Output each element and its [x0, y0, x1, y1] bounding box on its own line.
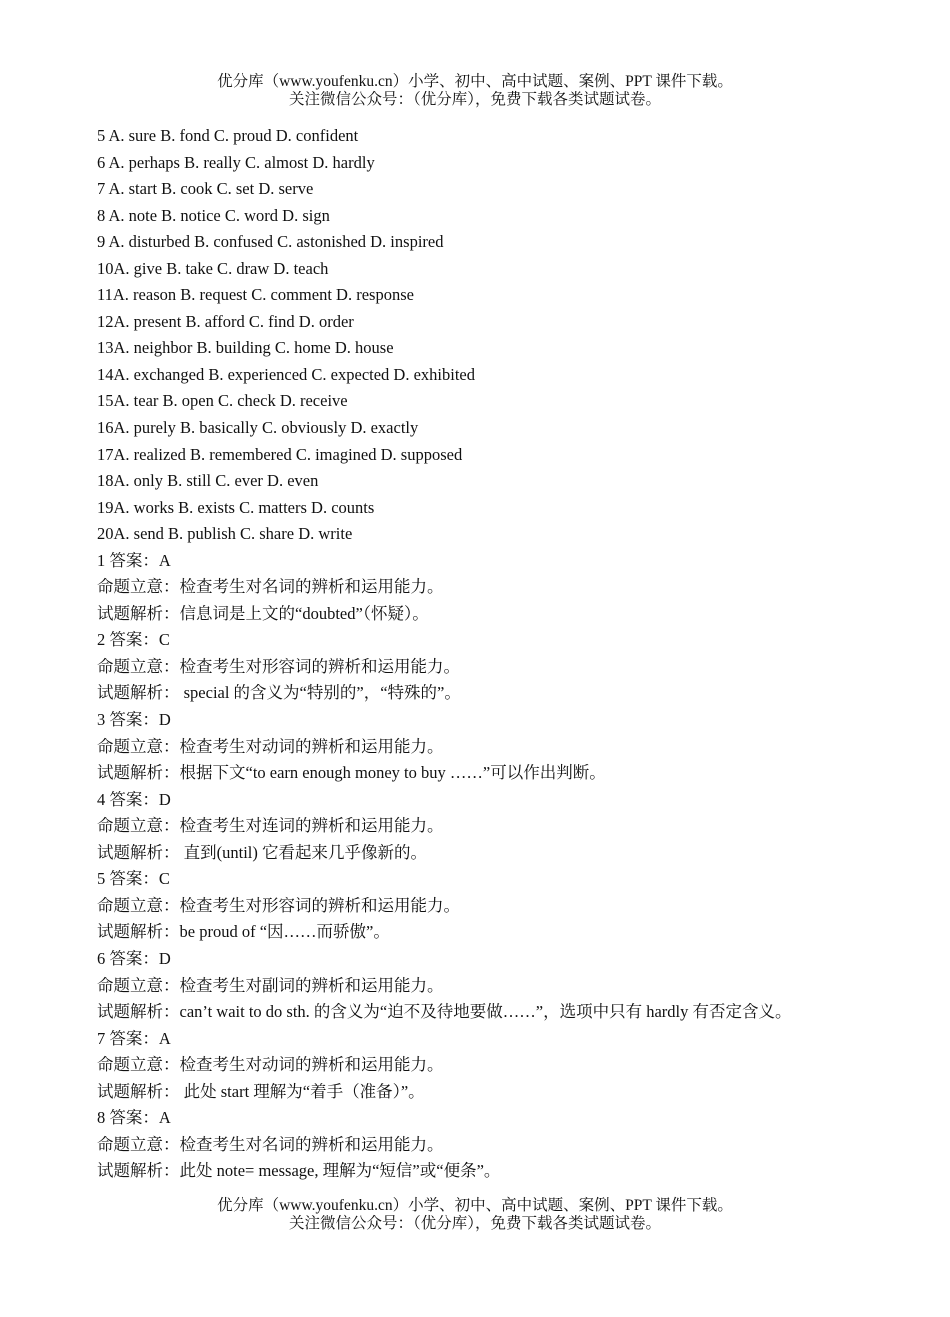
analysis-3: 试题解析：根据下文“to earn enough money to buy ……”可以作出判断。 [97, 763, 606, 783]
page-header [0, 73, 950, 109]
analysis-7: 试题解析： 此处 start 理解为“着手（准备）”。 [97, 1081, 425, 1101]
header-line-1: 优分库（www.youfenku.cn）小学、初中、高中试题、案例、PPT 课件下载。 [217, 73, 733, 90]
option-line-8: 8 A. note B. notice C. word D. sign [97, 205, 330, 225]
option-line-9: 9 A. disturbed B. confused C. astonished D. inspired [97, 232, 444, 252]
answer-1: 1 答案：A [97, 550, 171, 570]
option-line-6: 6 A. perhaps B. really C. almost D. hardly [97, 152, 375, 172]
analysis-1: 试题解析：信息词是上文的“doubted”（怀疑）。 [97, 603, 429, 623]
answer-5: 5 答案：C [97, 869, 170, 889]
option-line-16: 16A. purely B. basically C. obviously D. exactly [97, 418, 419, 438]
option-line-5: 5 A. sure B. fond C. proud D. confident [97, 126, 359, 145]
intent-6: 命题立意：检查考生对副词的辨析和运用能力。 [97, 975, 444, 995]
intent-7: 命题立意：检查考生对动词的辨析和运用能力。 [97, 1055, 444, 1075]
intent-2: 命题立意：检查考生对形容词的辨析和运用能力。 [97, 656, 460, 676]
intent-4: 命题立意：检查考生对连词的辨析和运用能力。 [97, 816, 444, 836]
option-line-18: 18A. only B. still C. ever D. even [97, 471, 319, 491]
answer-4: 4 答案：D [97, 789, 171, 809]
intent-3: 命题立意：检查考生对动词的辨析和运用能力。 [97, 736, 444, 756]
answer-3: 3 答案：D [97, 710, 171, 730]
answer-2: 2 答案：C [97, 630, 170, 650]
footer-line-2: 关注微信公众号：（优分库），免费下载各类试题试卷。 [288, 1215, 661, 1232]
option-line-10: 10A. give B. take C. draw D. teach [97, 258, 329, 278]
answer-7: 7 答案：A [97, 1028, 171, 1048]
analysis-4: 试题解析： 直到(until) 它看起来几乎像新的。 [97, 842, 427, 862]
analysis-2: 试题解析： special 的含义为“特别的”，“特殊的”。 [97, 683, 461, 703]
intent-5: 命题立意：检查考生对形容词的辨析和运用能力。 [97, 895, 460, 915]
intent-1: 命题立意：检查考生对名词的辨析和运用能力。 [97, 577, 444, 597]
option-line-17: 17A. realized B. remembered C. imagined D. supposed [97, 444, 463, 464]
option-line-13: 13A. neighbor B. building C. home D. house [97, 338, 394, 358]
option-line-15: 15A. tear B. open C. check D. receive [97, 391, 348, 411]
option-line-11: 11A. reason B. request C. comment D. response [97, 285, 414, 305]
option-line-12: 12A. present B. afford C. find D. order [97, 311, 354, 331]
header-line-2: 关注微信公众号：（优分库），免费下载各类试题试卷。 [288, 91, 661, 108]
intent-8: 命题立意：检查考生对名词的辨析和运用能力。 [97, 1134, 444, 1154]
answer-6: 6 答案：D [97, 948, 171, 968]
analysis-6: 试题解析：can’t wait to do sth. 的含义为“迫不及待地要做……”，选项中只有 hardly 有否定含义。 [97, 1002, 792, 1022]
option-line-20: 20A. send B. publish C. share D. write [97, 524, 353, 544]
document-body [97, 123, 917, 1185]
analysis-8: 试题解析：此处 note= message, 理解为“短信”或“便条”。 [97, 1161, 501, 1181]
footer-line-1: 优分库（www.youfenku.cn）小学、初中、高中试题、案例、PPT 课件下载。 [217, 1197, 733, 1214]
option-line-19: 19A. works B. exists C. matters D. counts [97, 497, 375, 517]
page-footer [0, 1197, 950, 1233]
option-line-14: 14A. exchanged B. experienced C. expected D. exhibited [97, 364, 475, 384]
answer-8: 8 答案：A [97, 1108, 171, 1128]
option-line-7: 7 A. start B. cook C. set D. serve [97, 179, 314, 199]
analysis-5: 试题解析：be proud of “因……而骄傲”。 [97, 922, 390, 942]
